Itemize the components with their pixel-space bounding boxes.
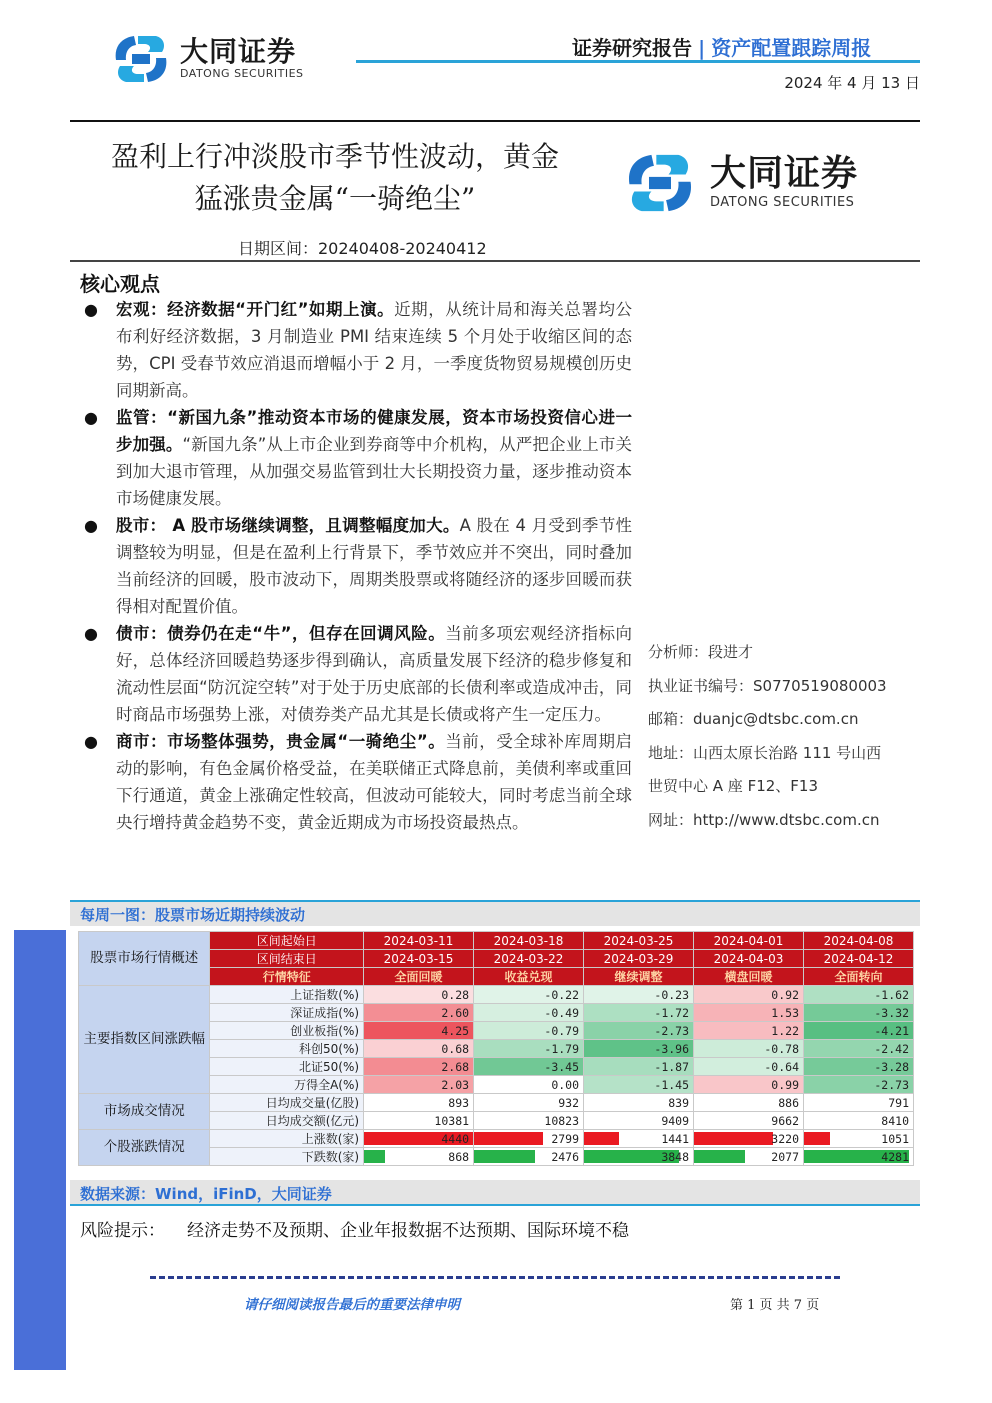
- index-value: 0.99: [694, 1076, 804, 1094]
- analyst-website[interactable]: 网址：http://www.dtsbc.com.cn: [648, 810, 880, 829]
- turnover-row: [79, 1094, 914, 1112]
- index-value: 2.60: [364, 1004, 474, 1022]
- section-rule: [70, 260, 920, 262]
- index-value: -0.23: [584, 986, 694, 1004]
- breadth-value: 1051: [881, 1131, 909, 1146]
- analyst-address-2: 世贸中心 A 座 F12、F13: [648, 777, 818, 795]
- bullet-commodity: [80, 728, 632, 836]
- index-value: 1.22: [694, 1022, 804, 1040]
- breadth-cell: [584, 1148, 694, 1166]
- header-cell: 2024-03-15: [364, 950, 474, 968]
- figure-title: 每周一图：股票市场近期持续波动: [80, 906, 306, 924]
- breadth-value: 2476: [551, 1149, 580, 1164]
- brand-logo-main: [624, 150, 858, 216]
- index-value: -2.42: [804, 1040, 914, 1058]
- brand-name-cn: 大同证券: [710, 153, 859, 194]
- bullet-lead: 商市：市场整体强势，贵金属“一骑绝尘”。: [116, 732, 446, 751]
- breadth-value: 4281: [881, 1149, 909, 1164]
- breadth-value: 2077: [771, 1149, 799, 1164]
- group-breadth: 个股涨跌情况: [79, 1130, 210, 1166]
- breadth-value: 1441: [661, 1131, 690, 1146]
- header-cell: 2024-04-08: [804, 932, 914, 950]
- breadth-value: 2799: [551, 1131, 580, 1146]
- breadth-cell: [584, 1130, 694, 1148]
- risk-notice: [80, 1216, 629, 1241]
- header-cell: 2024-03-29: [584, 950, 694, 968]
- brand-emblem-icon: [112, 32, 170, 86]
- bullet-dot-icon: ●: [84, 732, 98, 751]
- turnover-name: 日均成交量(亿股): [210, 1094, 364, 1112]
- analyst-address-1: 地址：山西太原长治路 111 号山西: [648, 743, 882, 762]
- index-value: -0.78: [694, 1040, 804, 1058]
- core-bullets: [80, 296, 632, 836]
- bullet-text: 近期，从统计局和海关总署均公布利好经济数据，3 月制造业 PMI 结束连续 5 个月处于收缩区间的态势，CPI 受春节效应消退而增幅小于 2 月，一季度货物贸易规模创历史同期新高。: [116, 300, 632, 400]
- bullet-dot-icon: ●: [84, 624, 98, 643]
- turnover-value: 886: [694, 1094, 804, 1112]
- start-date-row: [79, 932, 914, 950]
- brand-name-en: DATONG SECURITIES: [710, 195, 855, 210]
- index-value: -1.72: [584, 1004, 694, 1022]
- bullet-lead: 监管：“新国九条”推动资本市场的健康发展，资本市场投资信心进一步加强。: [116, 408, 632, 454]
- page-number: 第 1 页 共 7 页: [730, 1298, 820, 1313]
- index-value: 1.53: [694, 1004, 804, 1022]
- market-table: [78, 931, 914, 1166]
- index-value: -0.22: [474, 986, 584, 1004]
- turnover-value: 9409: [584, 1112, 694, 1130]
- group-index: 主要指数区间涨跌幅: [79, 986, 210, 1094]
- header-cell: 2024-04-12: [804, 950, 914, 968]
- analyst-info: [648, 636, 918, 837]
- index-value: -1.62: [804, 986, 914, 1004]
- analyst-name: 分析师：段进才: [648, 643, 754, 661]
- brand-emblem-icon: [624, 150, 696, 216]
- title-line-2: 猛涨贵金属“一骑绝尘”: [194, 182, 476, 215]
- brand-name-cn: 大同证券: [180, 35, 297, 68]
- index-value: -2.73: [804, 1076, 914, 1094]
- index-value: 0.92: [694, 986, 804, 1004]
- index-value: 0.68: [364, 1040, 474, 1058]
- top-rule: [70, 120, 920, 122]
- breadth-cell: [364, 1148, 474, 1166]
- group-overview: 股票市场行情概述: [79, 932, 210, 986]
- header-cell: 2024-03-11: [364, 932, 474, 950]
- turnover-value: 932: [474, 1094, 584, 1112]
- turnover-value: 791: [804, 1094, 914, 1112]
- index-value: -4.21: [804, 1022, 914, 1040]
- header-cell: 全面回暖: [364, 968, 474, 986]
- index-value: -3.45: [474, 1058, 584, 1076]
- row-label: 区间结束日: [210, 950, 364, 968]
- bullet-lead: 股市： A 股市场继续调整，且调整幅度加大。: [116, 516, 460, 535]
- core-heading: 核心观点: [80, 272, 160, 296]
- bullet-regulation: [80, 404, 632, 512]
- header-cell: 2024-04-03: [694, 950, 804, 968]
- bullet-macro: [80, 296, 632, 404]
- analyst-email[interactable]: 邮箱：duanjc@dtsbc.com.cn: [648, 710, 859, 728]
- breadth-name: 上涨数(家): [210, 1130, 364, 1148]
- turnover-value: 8410: [804, 1112, 914, 1130]
- index-value: -2.73: [584, 1022, 694, 1040]
- source-bar: [70, 1180, 920, 1206]
- header-cell: 2024-03-22: [474, 950, 584, 968]
- index-value: -1.45: [584, 1076, 694, 1094]
- index-value: 0.00: [474, 1076, 584, 1094]
- turnover-name: 日均成交额(亿元): [210, 1112, 364, 1130]
- breadth-value: 868: [448, 1149, 470, 1164]
- row-label: 区间起始日: [210, 932, 364, 950]
- turnover-value: 9662: [694, 1112, 804, 1130]
- index-value: -1.79: [474, 1040, 584, 1058]
- risk-text: 经济走势不及预期、企业年报数据不达预期、国际环境不稳: [187, 1221, 629, 1241]
- index-value: -0.49: [474, 1004, 584, 1022]
- analyst-cert: 执业证书编号：S0770519080003: [648, 676, 887, 695]
- breadth-row: [79, 1130, 914, 1148]
- index-value: -3.96: [584, 1040, 694, 1058]
- bullet-dot-icon: ●: [84, 300, 98, 319]
- date-range: 日期区间：20240408-20240412: [238, 239, 487, 258]
- breadth-name: 下跌数(家): [210, 1148, 364, 1166]
- header-cell: 2024-03-18: [474, 932, 584, 950]
- figure-title-bar: [70, 900, 920, 926]
- breadth-cell: [694, 1148, 804, 1166]
- index-name: 科创50(%): [210, 1040, 364, 1058]
- index-value: -0.79: [474, 1022, 584, 1040]
- header-cell: 收益兑现: [474, 968, 584, 986]
- bullet-text: 当前多项宏观经济指标向好，总体经济回暖趋势逐步得到确认，高质量发展下经济的稳步修复和流动性层面“防沉淀空转”对于处于历史底部的长债利率或造成冲击，同时商品市场强势上涨，对债券类产品尤其是长债或将产生一定压力。: [116, 624, 633, 724]
- row-label: 行情特征: [210, 968, 364, 986]
- index-name: 万得全A(%): [210, 1076, 364, 1094]
- index-value: -3.28: [804, 1058, 914, 1076]
- report-title: [80, 136, 590, 220]
- data-source: 数据来源：Wind，iFinD，大同证券: [80, 1185, 332, 1203]
- report-date: 2024 年 4 月 13 日: [784, 74, 920, 92]
- report-type: 证券研究报告: [572, 36, 692, 60]
- report-header: [572, 32, 871, 61]
- index-name: 深证成指(%): [210, 1004, 364, 1022]
- breadth-cell: [804, 1130, 914, 1148]
- header-separator: |: [698, 36, 706, 60]
- header-cell: 全面转向: [804, 968, 914, 986]
- index-value: 4.25: [364, 1022, 474, 1040]
- index-name: 上证指数(%): [210, 986, 364, 1004]
- bullet-bond: [80, 620, 632, 728]
- turnover-value: 893: [364, 1094, 474, 1112]
- index-value: -3.32: [804, 1004, 914, 1022]
- bullet-text: 当前，受全球补库周期启动的影响，有色金属价格受益，在美联储正式降息前，美债利率或重回下行通道，黄金上涨确定性较高，但波动可能较大，同时考虑当前全球央行增持黄金趋势不变，黄金近期成为市场投资最热点。: [116, 732, 633, 832]
- risk-label: 风险提示：: [80, 1221, 165, 1241]
- bullet-stock: [80, 512, 632, 620]
- index-value: 2.68: [364, 1058, 474, 1076]
- breadth-cell: [474, 1148, 584, 1166]
- breadth-cell: [364, 1130, 474, 1148]
- index-value: 0.28: [364, 986, 474, 1004]
- report-kind: 资产配置跟踪周报: [711, 36, 872, 60]
- bullet-dot-icon: ●: [84, 516, 98, 535]
- bullet-text: “新国九条”从上市企业到券商等中介机构，从严把企业上市关到加大退市管理，从加强交易监管到壮大长期投资力量，逐步推动资本市场健康发展。: [116, 435, 633, 508]
- left-accent-bar: [14, 930, 66, 1370]
- footer-dashed-rule: [150, 1276, 840, 1279]
- breadth-cell: [804, 1148, 914, 1166]
- turnover-value: 839: [584, 1094, 694, 1112]
- breadth-value: 3220: [771, 1131, 799, 1146]
- header-underline: [356, 60, 920, 63]
- header-cell: 2024-03-25: [584, 932, 694, 950]
- index-value: 2.03: [364, 1076, 474, 1094]
- index-name: 北证50(%): [210, 1058, 364, 1076]
- breadth-value: 4440: [441, 1131, 470, 1146]
- header-cell: 横盘回暖: [694, 968, 804, 986]
- header-cell: 继续调整: [584, 968, 694, 986]
- turnover-value: 10823: [474, 1112, 584, 1130]
- header-cell: 2024-04-01: [694, 932, 804, 950]
- breadth-value: 3848: [661, 1149, 690, 1164]
- index-value: -0.64: [694, 1058, 804, 1076]
- index-name: 创业板指(%): [210, 1022, 364, 1040]
- index-value: -1.87: [584, 1058, 694, 1076]
- title-line-1: 盈利上行冲淡股市季节性波动，黄金: [110, 140, 559, 173]
- brand-logo-top: [112, 32, 304, 86]
- index-row: [79, 986, 914, 1004]
- breadth-cell: [694, 1130, 804, 1148]
- bullet-dot-icon: ●: [84, 408, 98, 427]
- legal-note: 请仔细阅读报告最后的重要法律申明: [244, 1297, 460, 1313]
- bullet-text: A 股在 4 月受到季节性调整较为明显，但是在盈利上行背景下，季节效应并不突出，同时叠加当前经济的回暖，股市波动下，周期类股票或将随经济的逐步回暖而获得相对配置价值。: [116, 516, 632, 616]
- bullet-lead: 宏观：经济数据“开门红”如期上演。: [116, 300, 395, 319]
- breadth-cell: [474, 1130, 584, 1148]
- bullet-lead: 债市：债券仍在走“牛”，但存在回调风险。: [116, 624, 446, 643]
- brand-name-en: DATONG SECURITIES: [180, 67, 304, 80]
- group-turnover: 市场成交情况: [79, 1094, 210, 1130]
- turnover-value: 10381: [364, 1112, 474, 1130]
